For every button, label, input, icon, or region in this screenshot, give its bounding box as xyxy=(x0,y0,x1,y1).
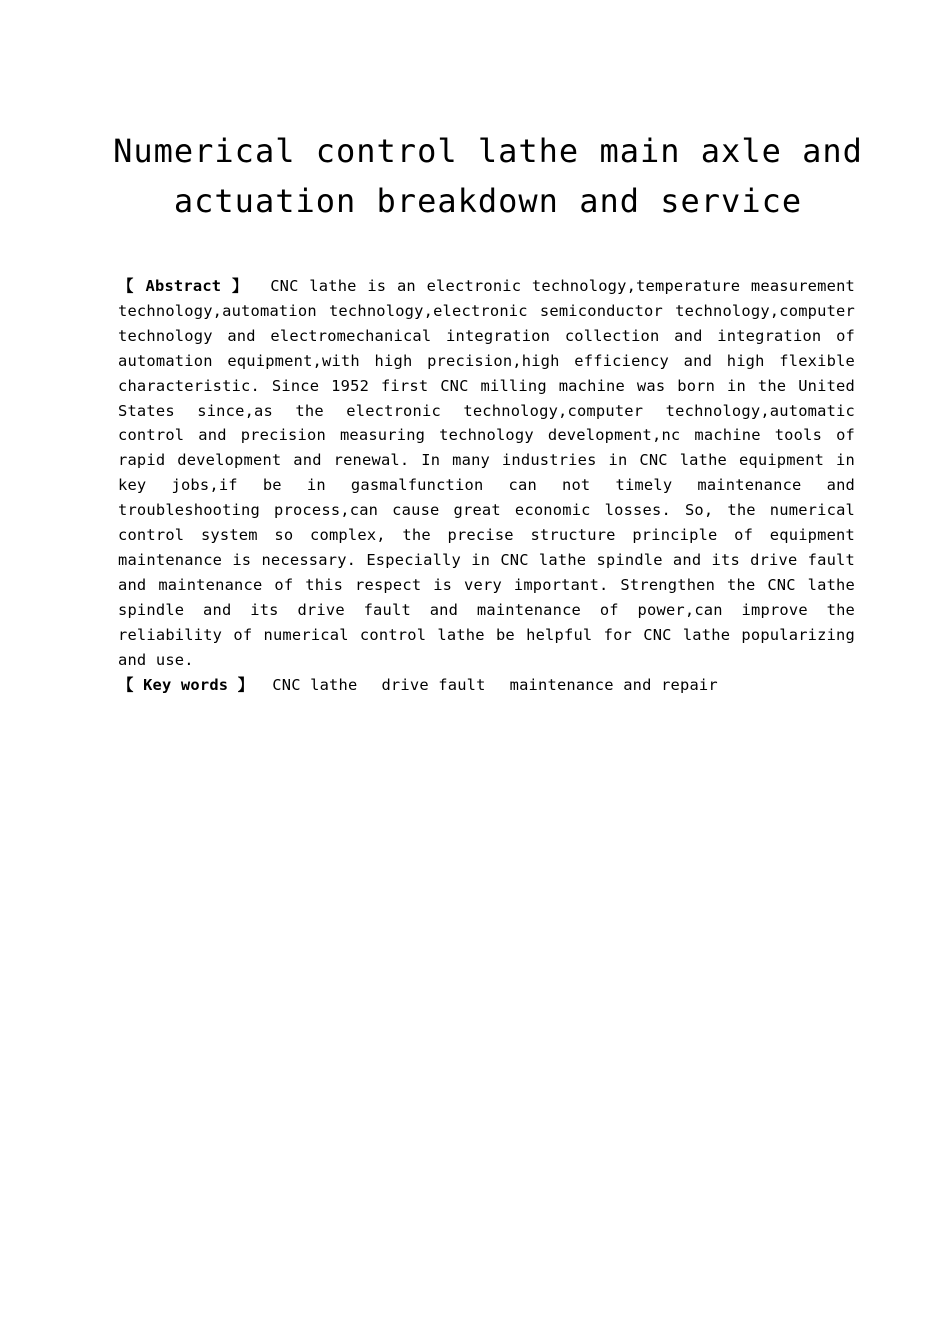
keywords-label: Key words xyxy=(143,676,229,694)
abstract-close-bracket: 】 xyxy=(231,277,249,295)
keyword-item: drive fault xyxy=(381,676,486,694)
abstract-open-bracket: 【 xyxy=(118,277,135,295)
keywords-close-bracket: 】 xyxy=(237,676,254,694)
keyword-item: maintenance and repair xyxy=(509,676,718,694)
keyword-item: CNC lathe xyxy=(272,676,358,694)
keywords-open-bracket: 【 xyxy=(118,676,134,694)
keywords-line xyxy=(118,673,855,698)
paper-title: Numerical control lathe main axle and actuation breakdown and service xyxy=(113,132,863,220)
abstract-paragraph xyxy=(118,274,855,673)
abstract-text: CNC lathe is an electronic technology,temperature measurement technology,automation technology,electronic semiconductor technology,computer technology and electromechanical integration collection and integration of automation equipment,with high precision,high efficiency and high flexible characteristic. Since 1952 first CNC milling machine was born in the United States since,as the electronic technology,computer technology,automatic control and precision measuring technology development,nc machine tools of rapid development and renewal. In many industries in CNC lathe equipment in key jobs,if be in gasmalfunction can not timely maintenance and troubleshooting process,can cause great economic losses. So, the numerical control system so complex, the precise structure principle of equipment maintenance is necessary. Especially in CNC lathe spindle and its drive fault and maintenance of this respect is very important. Strengthen the CNC lathe spindle and its drive fault and maintenance of power,can improve the reliability of numerical control lathe be helpful for CNC lathe popularizing and use. xyxy=(118,277,856,669)
abstract-label: Abstract xyxy=(145,277,222,295)
